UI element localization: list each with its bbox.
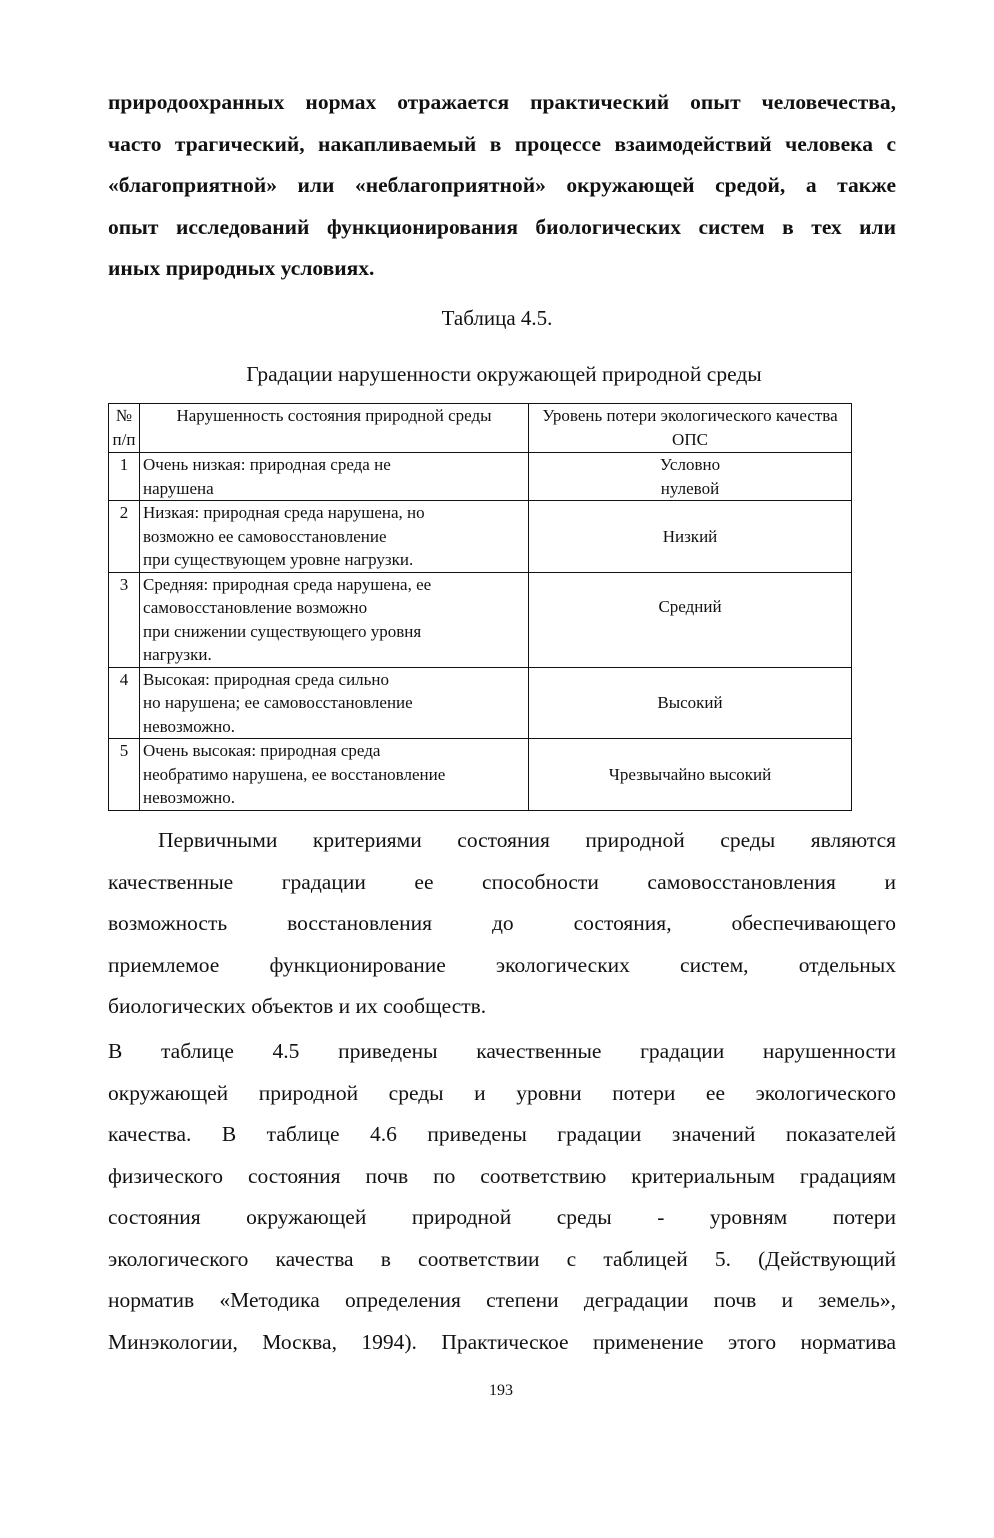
- text-line: физического состояния почв по соответствию критериальным градациям: [108, 1163, 896, 1188]
- table-row: [109, 739, 852, 811]
- row-level: Условно нулевой: [529, 453, 852, 501]
- header-state: Нарушенность состояния природной среды: [140, 404, 529, 453]
- text-line: опыт исследований функционирования биологических систем в тех или: [108, 214, 896, 239]
- row-level: Чрезвычайно высокий: [529, 739, 852, 811]
- row-number: 2: [109, 501, 140, 573]
- paragraph-criteria: [108, 820, 896, 1028]
- text-line: приемлемое функционирование экологических систем, отдельных: [108, 952, 896, 977]
- text-line: качества. В таблице 4.6 приведены градации значений показателей: [108, 1122, 896, 1146]
- text-line: Первичными критериями состояния природной среды являются: [158, 828, 896, 852]
- table-row: [109, 667, 852, 739]
- page-number: 193: [489, 1382, 513, 1399]
- text-line: Минэкологии, Москва, 1994). Практическое применение этого норматива: [108, 1329, 896, 1354]
- table-row: [109, 453, 852, 501]
- row-number: 4: [109, 667, 140, 739]
- table-header-row: [109, 404, 852, 453]
- text-line: норматив «Методика определения степени деградации почв и земель»,: [108, 1288, 896, 1312]
- paragraph-intro: [108, 82, 896, 290]
- text-line: В таблице 4.5 приведены качественные градации нарушенности: [108, 1039, 896, 1063]
- row-number: 1: [109, 453, 140, 501]
- text-line: состояния окружающей природной среды - уровням потери: [108, 1205, 896, 1229]
- text-line: иных природных условиях.: [108, 256, 375, 280]
- text-line: возможность восстановления до состояния, обеспечивающего: [108, 911, 896, 935]
- text-line: «благоприятной» или «неблагоприятной» окружающей средой, а также: [108, 173, 896, 197]
- table-row: [109, 572, 852, 667]
- text-line: качественные градации ее способности самовосстановления и: [108, 869, 896, 894]
- table-row: [109, 501, 852, 573]
- text-line: экологического качества в соответствии с таблицей 5. (Действующий: [108, 1246, 896, 1271]
- row-number: 3: [109, 572, 140, 667]
- disturbance-grades-table: [108, 403, 852, 811]
- text-line: часто трагический, накапливаемый в процессе взаимодействий человека с: [108, 131, 896, 156]
- text-line: природоохранных нормах отражается практический опыт человечества,: [108, 90, 896, 114]
- row-state: Очень высокая: природная среда необратимо нарушена, ее восстановление невозможно.: [140, 739, 529, 811]
- row-state: Низкая: природная среда нарушена, но возможно ее самовосстановление при существующем уровне нагрузки.: [140, 501, 529, 573]
- row-level: Средний: [529, 572, 852, 667]
- header-level: Уровень потери экологического качества ОПС: [529, 404, 852, 453]
- text-line: биологических объектов и их сообществ.: [108, 994, 487, 1018]
- text-line: окружающей природной среды и уровни потери ее экологического: [108, 1080, 896, 1105]
- row-state: Средняя: природная среда нарушена, ее самовосстановление возможно при снижении существующего уровня нагрузки.: [140, 572, 529, 667]
- row-level: Высокий: [529, 667, 852, 739]
- header-num: № п/п: [109, 404, 140, 453]
- table-number-caption: Таблица 4.5.: [441, 306, 553, 330]
- row-number: 5: [109, 739, 140, 811]
- row-state: Очень низкая: природная среда не нарушена: [140, 453, 529, 501]
- row-state: Высокая: природная среда сильно но нарушена; ее самовосстановление невозможно.: [140, 667, 529, 739]
- row-level: Низкий: [529, 501, 852, 573]
- paragraph-table-reference: [108, 1031, 896, 1363]
- table-title: Градации нарушенности окружающей природной среды: [246, 362, 762, 386]
